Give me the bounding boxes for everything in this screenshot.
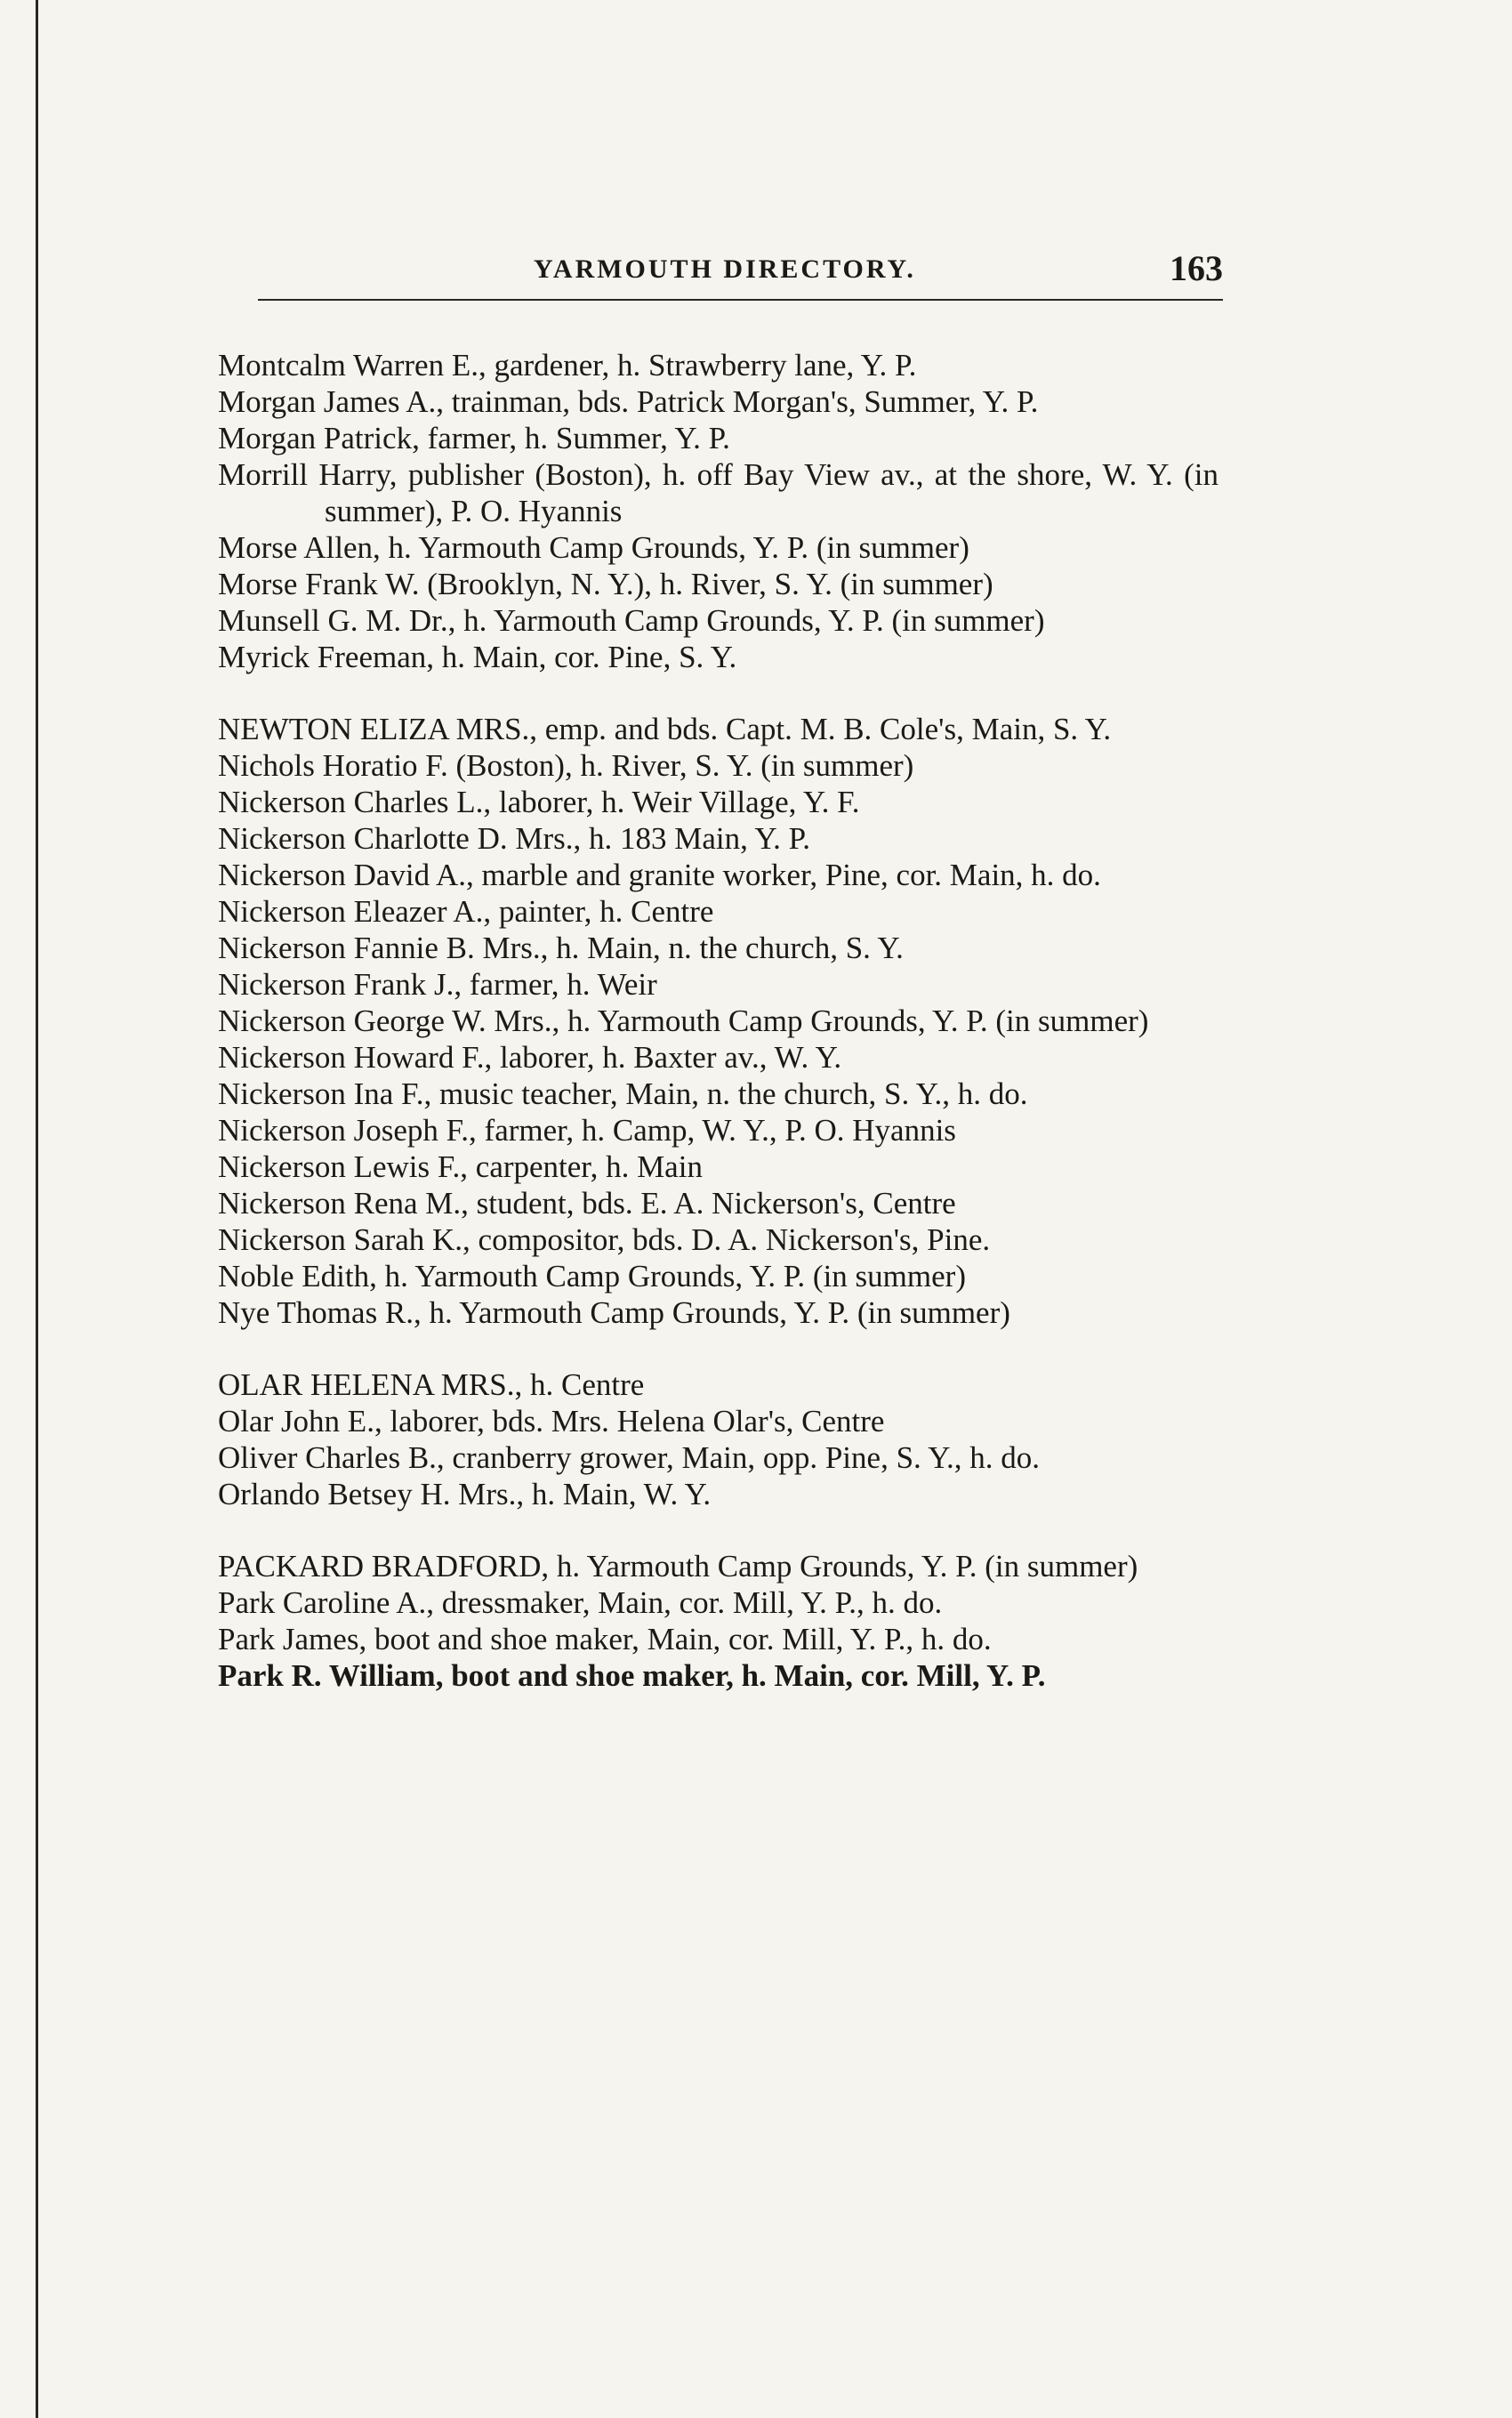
directory-entry: Nichols Horatio F. (Boston), h. River, S. Y. (in summer) [218,748,914,783]
directory-entry: OLAR HELENA MRS., h. Centre [218,1367,645,1402]
directory-entry: Orlando Betsey H. Mrs., h. Main, W. Y. [218,1477,712,1511]
directory-entry: Noble Edith, h. Yarmouth Camp Grounds, Y. P. (in summer) [218,1259,966,1294]
directory-entry: Olar John E., laborer, bds. Mrs. Helena Olar's, Centre [218,1404,885,1439]
section-m [218,347,1218,675]
directory-entry: Park James, boot and shoe maker, Main, cor. Mill, Y. P., h. do. [218,1622,992,1656]
page-header [258,248,1223,306]
directory-entry: Nickerson George W. Mrs., h. Yarmouth Camp Grounds, Y. P. (in summer) [218,1003,1149,1038]
directory-entry: Montcalm Warren E., gardener, h. Strawberry lane, Y. P. [218,348,917,383]
section-o [218,1366,1218,1512]
directory-entry: Nickerson Ina F., music teacher, Main, n. the church, S. Y., h. do. [218,1076,1028,1111]
page-edge-line [36,0,38,2418]
directory-entry: Nickerson Charles L., laborer, h. Weir Village, Y. F. [218,785,860,819]
directory-entries [218,347,1218,1729]
directory-entry: Nickerson Frank J., farmer, h. Weir [218,967,657,1002]
directory-entry: Nickerson Lewis F., carpenter, h. Main [218,1149,703,1184]
directory-entry: Nickerson Joseph F., farmer, h. Camp, W. Y., P. O. Hyannis [218,1113,956,1148]
directory-entry: Morse Allen, h. Yarmouth Camp Grounds, Y. P. (in summer) [218,530,969,565]
directory-entry: Morgan Patrick, farmer, h. Summer, Y. P. [218,421,730,455]
directory-entry: Nickerson Fannie B. Mrs., h. Main, n. the church, S. Y. [218,931,904,965]
header-rule [258,299,1223,301]
directory-entry: Park R. William, boot and shoe maker, h. Main, cor. Mill, Y. P. [218,1658,1046,1693]
directory-entry: Morse Frank W. (Brooklyn, N. Y.), h. River, S. Y. (in summer) [218,567,993,601]
directory-entry: Nickerson Sarah K., compositor, bds. D. A. Nickerson's, Pine. [218,1222,991,1257]
directory-entry: Myrick Freeman, h. Main, cor. Pine, S. Y. [218,640,737,674]
directory-entry: PACKARD BRADFORD, h. Yarmouth Camp Grounds, Y. P. (in summer) [218,1549,1138,1584]
directory-entry: Oliver Charles B., cranberry grower, Main, opp. Pine, S. Y., h. do. [218,1440,1040,1475]
section-n [218,711,1218,1331]
directory-entry: Park Caroline A., dressmaker, Main, cor. Mill, Y. P., h. do. [218,1585,943,1620]
running-title: YARMOUTH DIRECTORY. [534,254,916,284]
directory-entry: Nickerson Eleazer A., painter, h. Centre [218,894,714,929]
directory-entry: NEWTON ELIZA MRS., emp. and bds. Capt. M. B. Cole's, Main, S. Y. [218,712,1112,746]
page-number: 163 [1170,248,1223,288]
directory-entry: Nickerson Charlotte D. Mrs., h. 183 Main, Y. P. [218,821,810,856]
section-p [218,1548,1218,1694]
directory-entry: Morrill Harry, publisher (Boston), h. off Bay View av., at the shore, W. Y. (in summer), P. O. Hyannis [218,457,1218,528]
directory-entry: Nye Thomas R., h. Yarmouth Camp Grounds, Y. P. (in summer) [218,1295,1010,1330]
directory-entry: Nickerson David A., marble and granite worker, Pine, cor. Main, h. do. [218,858,1101,892]
directory-entry: Morgan James A., trainman, bds. Patrick Morgan's, Summer, Y. P. [218,384,1039,419]
directory-entry: Munsell G. M. Dr., h. Yarmouth Camp Grounds, Y. P. (in summer) [218,603,1045,638]
directory-entry: Nickerson Rena M., student, bds. E. A. Nickerson's, Centre [218,1186,956,1221]
directory-entry: Nickerson Howard F., laborer, h. Baxter av., W. Y. [218,1040,842,1075]
